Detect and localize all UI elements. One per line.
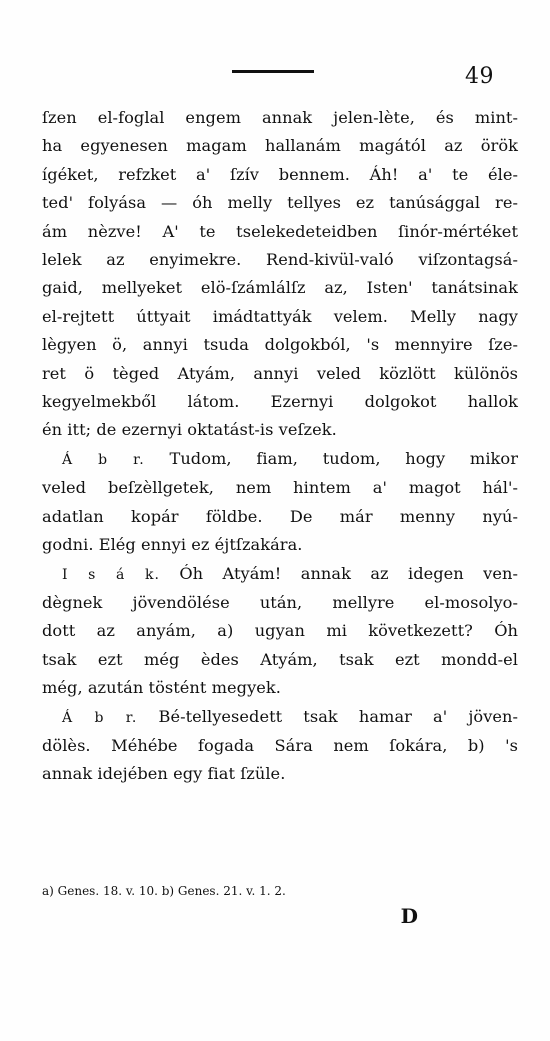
speech-line: még, azután töstént megyek. (42, 678, 281, 698)
text-line: ſzen el-foglal engem annak jelen-lète, és mint- (42, 108, 518, 127)
text-line: ted' folyása — óh melly tellyes ez tanúsággal re- (42, 193, 518, 213)
speech-line: godni. Elég ennyi ez éjtſzakára. (42, 535, 303, 555)
catchword: D (400, 904, 418, 928)
speech-text: Tudom, fiam, tudom, hogy mikor (169, 448, 518, 468)
speaker-label: I s á k. (62, 566, 160, 583)
speech-line: dott az anyám, a) ugyan mi következett? Óh (42, 621, 518, 641)
text-line: én itt; de ezernyi oktatást-is veſzek. (42, 420, 337, 440)
speaker-label: Á b r. (62, 451, 145, 468)
speech-line: dölès. Méhébe fogada Sára nem ſokára, b) 's (42, 735, 518, 755)
text-line: kegyelmekből látom. Ezernyi dolgokot hallok (42, 392, 518, 412)
speech-line: annak idejében egy fiat ſzüle. (42, 764, 286, 784)
text-line: gaid, mellyeket elö-ſzámlálſz az, Isten' tanátsinak (42, 278, 518, 298)
speaker-label: Á b r. (62, 709, 138, 726)
speech-text: Óh Atyám! annak az idegen ven- (179, 563, 518, 583)
speech-line: tsak ezt még èdes Atyám, tsak ezt mondd-el (42, 649, 518, 669)
speech-line: dègnek jövendölése után, mellyre el-mosolyo- (42, 592, 518, 612)
text-line: lelek az enyimekre. Rend-kivül-való viſzontagsá- (42, 250, 518, 270)
text-line: ret ö tèged Atyám, annyi veled közlött különös (42, 363, 518, 383)
speech-line: veled beſzèllgetek, nem hintem a' magot hál'- (42, 478, 518, 498)
text-line: ígéket, refzket a' ſzív bennem. Áh! a' te éle- (42, 164, 518, 184)
page-number: 49 (465, 64, 494, 89)
header-rule (232, 70, 314, 73)
speech-line (42, 445, 518, 474)
text-line: lègyen ö, annyi tsuda dolgokból, 's mennyire ſze- (42, 335, 518, 355)
speech-text: Bé-tellyesedett tsak hamar a' jöven- (158, 706, 519, 726)
body-text (42, 104, 518, 789)
footnotes: a) Genes. 18. v. 10. b) Genes. 21. v. 1. 2. (42, 884, 286, 898)
speech-line (42, 703, 518, 732)
speech-line: adatlan kopár földbe. De már menny nyú- (42, 506, 518, 526)
text-line: el-rejtett úttyait imádtattyák velem. Melly nagy (42, 306, 518, 326)
text-line: ha egyenesen magam hallanám magától az örök (42, 136, 518, 156)
text-line: ám nèzve! A' te tselekedeteidben ſinór-mértéket (42, 221, 518, 241)
speech-line (42, 560, 518, 589)
